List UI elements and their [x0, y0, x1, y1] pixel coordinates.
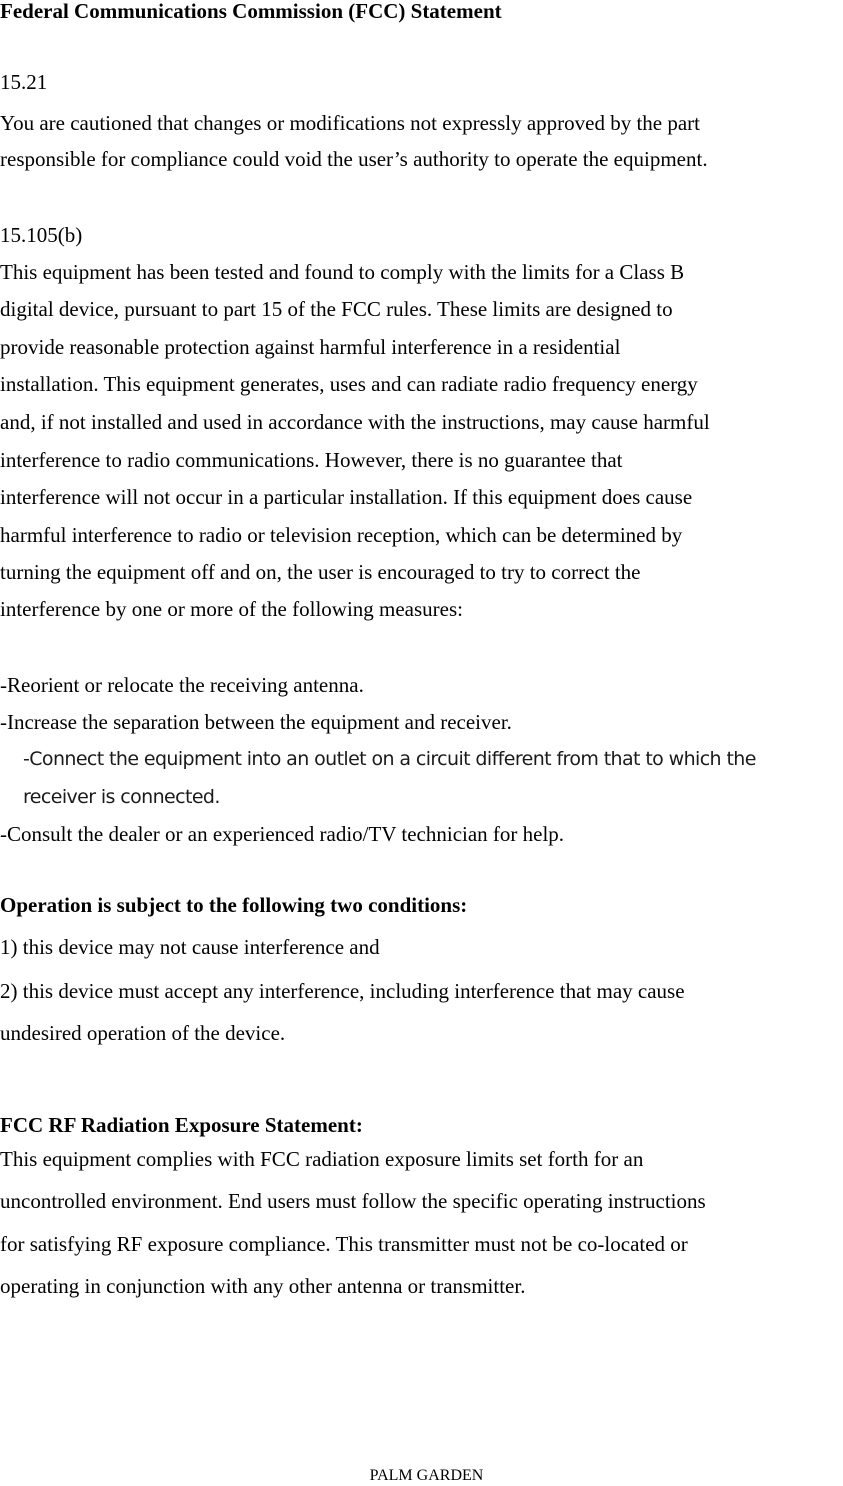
section-15-105b-line: interference will not occur in a particular installation. If this equipment does cause: [0, 485, 693, 509]
measure-item: -Connect the equipment into an outlet on a circuit different from that to which the: [23, 748, 756, 770]
section-15-105b-line: This equipment has been tested and found to comply with the limits for a Class B: [0, 260, 685, 284]
section-15-105b-line: interference by one or more of the following measures:: [0, 597, 463, 621]
section-15-105b-line: and, if not installed and used in accordance with the instructions, may cause harmful: [0, 410, 710, 434]
section-15-105b-line: installation. This equipment generates, uses and can radiate radio frequency energy: [0, 372, 698, 396]
section-15-105b-line: interference to radio communications. However, there is no guarantee that: [0, 448, 623, 472]
section-15-105b-line: harmful interference to radio or television reception, which can be determined by: [0, 523, 683, 547]
section-15-105b-line: provide reasonable protection against harmful interference in a residential: [0, 335, 621, 359]
rf-exposure-heading: FCC RF Radiation Exposure Statement:: [0, 1113, 363, 1137]
section-15-21-line: You are cautioned that changes or modifications not expressly approved by the part: [0, 111, 701, 135]
operation-condition: 1) this device may not cause interference and: [0, 935, 380, 959]
operation-condition: undesired operation of the device.: [0, 1021, 286, 1045]
measure-item: -Increase the separation between the equipment and receiver.: [0, 710, 512, 734]
rf-exposure-line: uncontrolled environment. End users must follow the specific operating instructions: [0, 1189, 706, 1213]
operation-condition: 2) this device must accept any interference, including interference that may cause: [0, 979, 685, 1003]
measure-item: -Reorient or relocate the receiving antenna.: [0, 673, 364, 697]
measure-item: receiver is connected.: [23, 786, 220, 808]
section-15-21-number: 15.21: [0, 70, 48, 94]
section-15-21-line: responsible for compliance could void the user’s authority to operate the equipment.: [0, 147, 708, 171]
section-15-105b-line: digital device, pursuant to part 15 of the FCC rules. These limits are designed to: [0, 297, 673, 321]
operation-heading: Operation is subject to the following two conditions:: [0, 893, 468, 917]
section-15-105b-line: turning the equipment off and on, the user is encouraged to try to correct the: [0, 560, 641, 584]
rf-exposure-line: for satisfying RF exposure compliance. This transmitter must not be co-located or: [0, 1232, 688, 1256]
section-15-105b-number: 15.105(b): [0, 223, 83, 247]
page-footer: PALM GARDEN: [369, 1467, 484, 1484]
page-title: Federal Communications Commission (FCC) Statement: [0, 0, 502, 23]
rf-exposure-line: operating in conjunction with any other antenna or transmitter.: [0, 1274, 526, 1298]
rf-exposure-line: This equipment complies with FCC radiation exposure limits set forth for an: [0, 1147, 644, 1171]
measure-item: -Consult the dealer or an experienced radio/TV technician for help.: [0, 822, 565, 846]
